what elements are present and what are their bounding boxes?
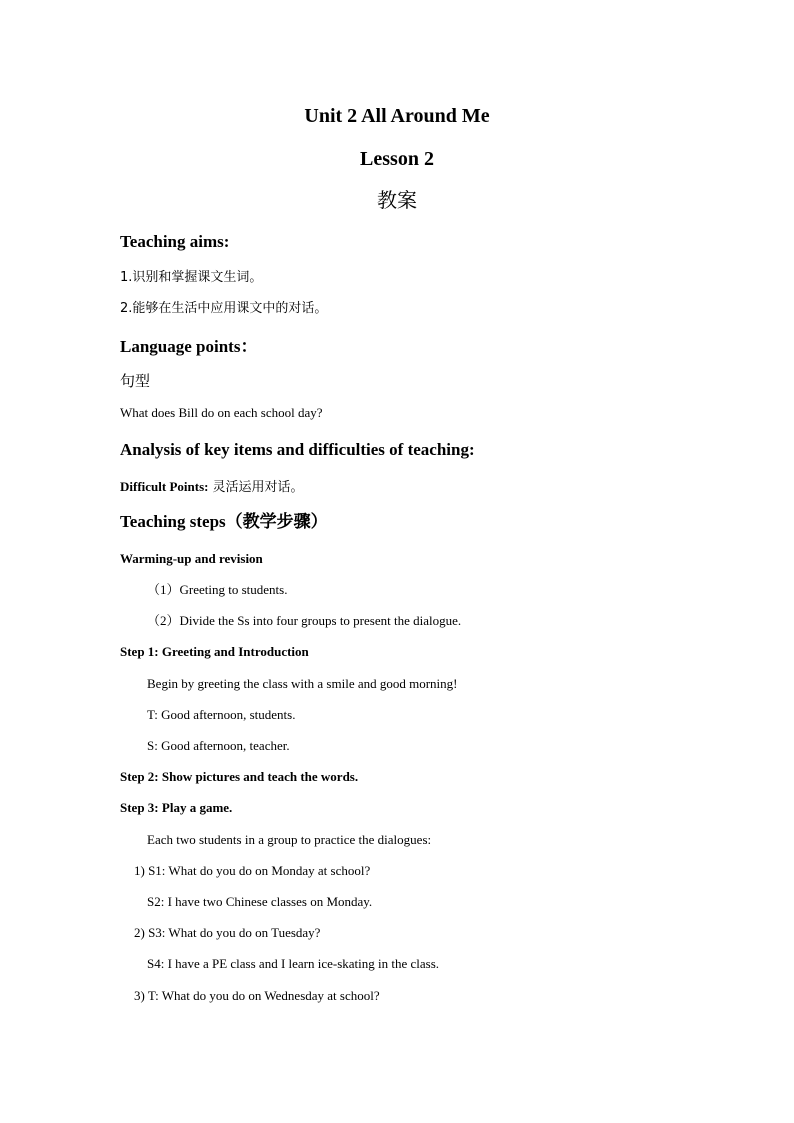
teaching-steps-heading: Teaching steps（教学步骤）	[120, 512, 328, 531]
warmup-item-1: （1）Greeting to students.	[147, 582, 288, 597]
difficult-points-line	[120, 479, 303, 495]
step3-title: Step 3: Play a game.	[120, 800, 233, 815]
step1-line-3: S: Good afternoon, teacher.	[147, 738, 290, 753]
dialogue-line-5: 3) T: What do you do on Wednesday at school?	[134, 988, 380, 1003]
aim-item-1: 1.识别和掌握课文生词。	[120, 270, 263, 285]
unit-title: Unit 2 All Around Me	[304, 105, 490, 127]
step1-line-2: T: Good afternoon, students.	[147, 707, 296, 722]
step1-line-1: Begin by greeting the class with a smile and good morning!	[147, 676, 458, 691]
lesson-title: Lesson 2	[360, 148, 434, 170]
plan-label: 教案	[377, 188, 417, 212]
difficult-points-label: Difficult Points:	[120, 479, 209, 494]
step2-title: Step 2: Show pictures and teach the words.	[120, 769, 359, 784]
language-points-heading: Language points：	[120, 337, 258, 356]
step1-title: Step 1: Greeting and Introduction	[120, 644, 309, 659]
difficult-points-text: 灵活运用对话。	[212, 480, 304, 495]
analysis-heading: Analysis of key items and difficulties of teaching:	[120, 440, 475, 459]
dialogue-line-2: S2: I have two Chinese classes on Monday.	[147, 894, 373, 909]
dialogue-line-3: 2) S3: What do you do on Tuesday?	[134, 925, 321, 940]
sentence-label: 句型	[120, 372, 151, 390]
sentence-pattern: What does Bill do on each school day?	[120, 405, 323, 420]
warmup-title: Warming-up and revision	[120, 551, 263, 566]
aim-item-2: 2.能够在生活中应用课文中的对话。	[120, 301, 328, 316]
dialogue-line-1: 1) S1: What do you do on Monday at school?	[134, 863, 371, 878]
teaching-aims-heading: Teaching aims:	[120, 232, 230, 251]
step3-intro: Each two students in a group to practice the dialogues:	[147, 832, 432, 847]
dialogue-line-4: S4: I have a PE class and I learn ice-skating in the class.	[147, 956, 440, 971]
warmup-item-2: （2）Divide the Ss into four groups to present the dialogue.	[147, 613, 462, 628]
